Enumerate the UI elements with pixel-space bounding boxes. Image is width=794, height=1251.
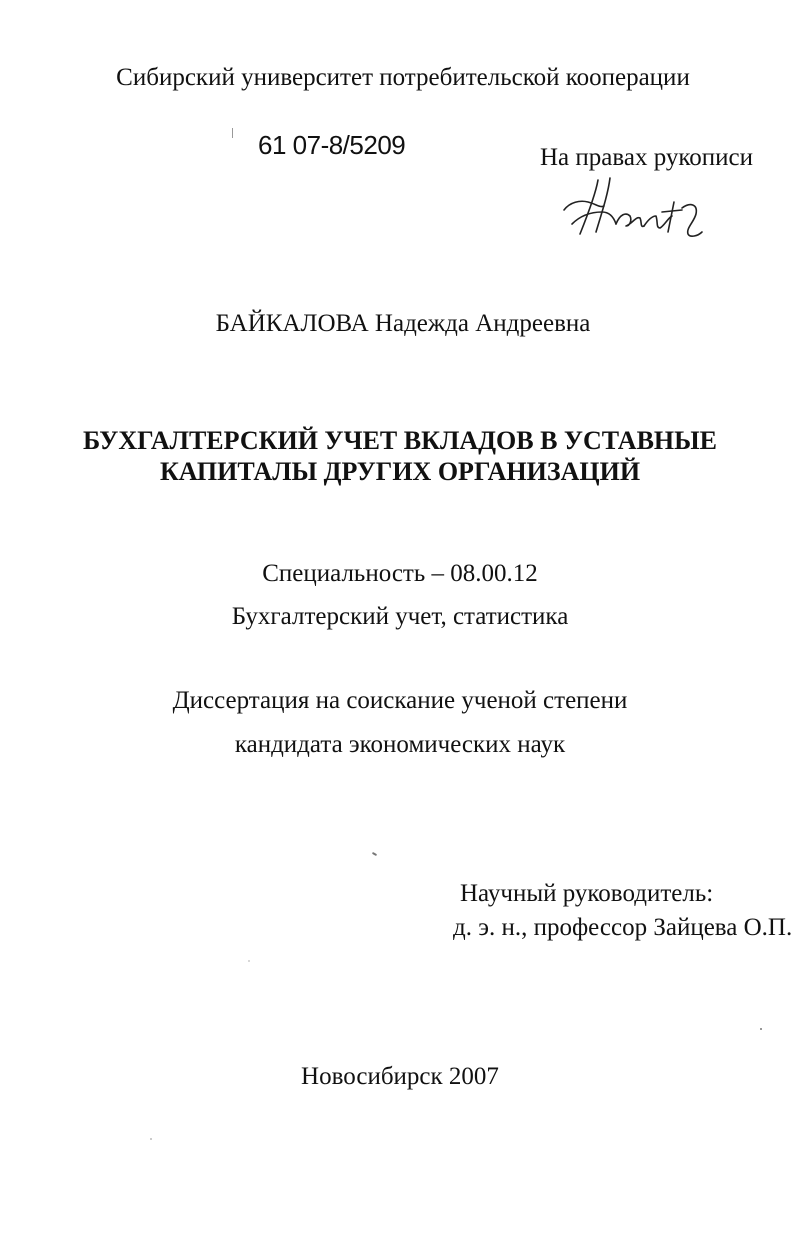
rights-note: На правах рукописи	[540, 144, 753, 171]
specialty-code: Специальность – 08.00.12	[262, 560, 538, 587]
scan-speck	[760, 1028, 762, 1030]
city-year: Новосибирск 2007	[301, 1063, 499, 1090]
scan-speck	[150, 1138, 152, 1140]
degree-line-2: кандидата экономических наук	[234, 731, 566, 758]
archive-code: 61 07-8/5209	[258, 130, 406, 160]
scan-speck	[248, 960, 250, 962]
degree-line-1: Диссертация на соискание ученой степени	[172, 687, 628, 714]
dissertation-title-line-2: КАПИТАЛЫ ДРУГИХ ОРГАНИЗАЦИЙ	[159, 457, 641, 486]
university-name: Сибирский университет потребительской кооперации	[116, 64, 690, 91]
handwritten-signature	[558, 172, 708, 252]
scan-speck	[372, 852, 377, 856]
scan-mark	[232, 128, 233, 138]
author-name: БАЙКАЛОВА Надежда Андреевна	[215, 310, 591, 337]
advisor-name: д. э. н., профессор Зайцева О.П.	[453, 914, 793, 941]
advisor-label: Научный руководитель:	[460, 880, 714, 907]
dissertation-title-line-1: БУХГАЛТЕРСКИЙ УЧЕТ ВКЛАДОВ В УСТАВНЫЕ	[82, 426, 718, 455]
specialty-name: Бухгалтерский учет, статистика	[231, 603, 569, 630]
